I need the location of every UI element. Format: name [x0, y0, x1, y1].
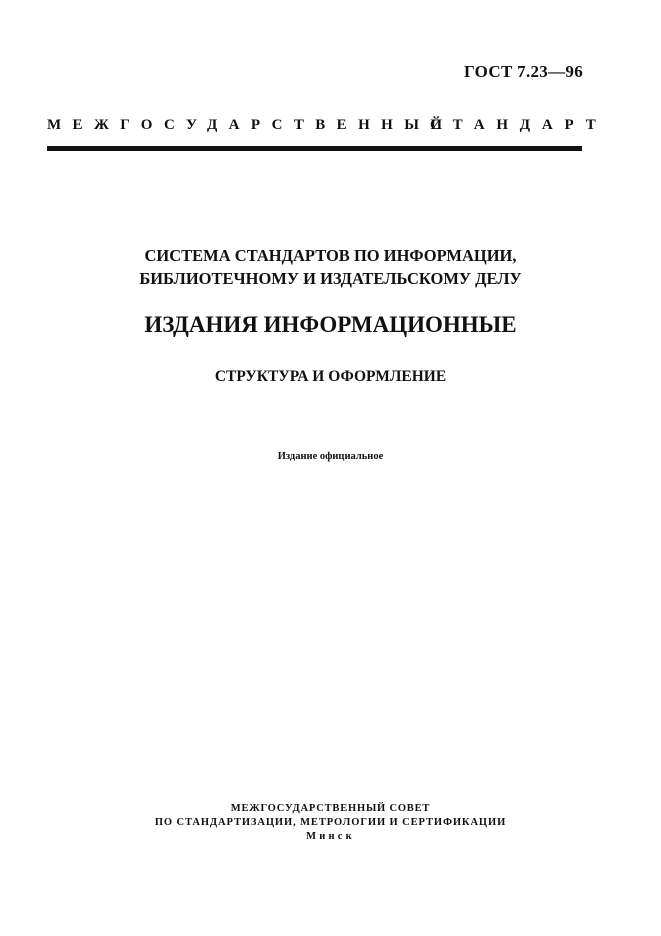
document-subtitle: СТРУКТУРА И ОФОРМЛЕНИЕ: [214, 368, 447, 385]
publisher-city: Минск: [306, 831, 355, 842]
edition-note: Издание официальное: [277, 451, 384, 462]
document-title: ИЗДАНИЯ ИНФОРМАЦИОННЫЕ: [144, 312, 517, 337]
series-line-2: БИБЛИОТЕЧНОМУ И ИЗДАТЕЛЬСКОМУ ДЕЛУ: [139, 269, 522, 288]
header-word-standard: СТАНДАРТ: [430, 117, 608, 133]
header-rule: [47, 146, 582, 151]
publisher-block: [0, 802, 661, 844]
standard-code: ГОСТ 7.23—96: [463, 62, 583, 81]
series-line-1: СИСТЕМА СТАНДАРТОВ ПО ИНФОРМАЦИИ,: [144, 246, 517, 265]
standard-series: [0, 244, 661, 290]
header-word-interstate: МЕЖГОСУДАРСТВЕННЫЙ: [47, 117, 454, 133]
publisher-line-2: ПО СТАНДАРТИЗАЦИИ, МЕТРОЛОГИИ И СЕРТИФИКАЦИИ: [154, 817, 507, 828]
publisher-line-1: МЕЖГОСУДАРСТВЕННЫЙ СОВЕТ: [230, 803, 431, 814]
